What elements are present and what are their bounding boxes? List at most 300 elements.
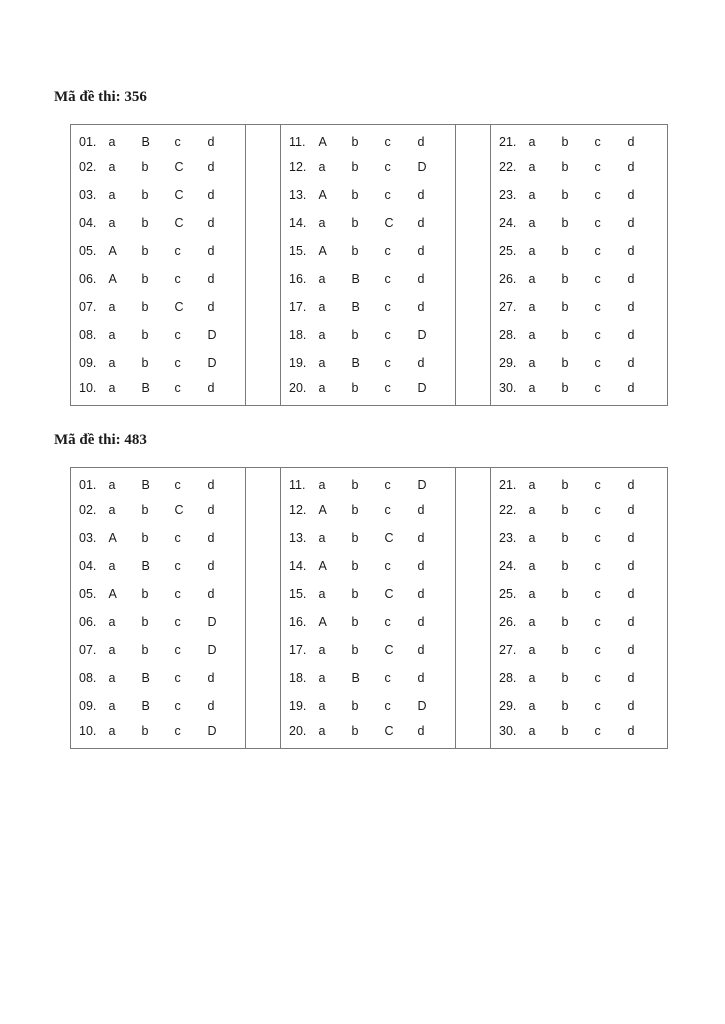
answer-option: a (528, 724, 536, 738)
column-separator (456, 321, 491, 349)
answer-option: d (627, 244, 635, 258)
answer-option: b (351, 160, 359, 174)
answer-option: d (627, 671, 635, 685)
answer-option: b (351, 559, 359, 573)
column-separator (246, 125, 281, 154)
answer-option: c (384, 356, 391, 370)
answer-option: C (384, 724, 394, 738)
column-separator (456, 636, 491, 664)
answer-option: c (594, 724, 601, 738)
question-number: 09. (79, 699, 97, 713)
table-row (71, 349, 668, 377)
answer-option: b (561, 272, 569, 286)
answer-option: d (627, 272, 635, 286)
answer-option: A (318, 244, 327, 258)
answer-option: d (207, 559, 215, 573)
table-row (71, 580, 668, 608)
question-number: 04. (79, 559, 97, 573)
column-separator (246, 293, 281, 321)
answer-option: a (528, 188, 536, 202)
answer-option: a (318, 216, 326, 230)
question-number: 18. (289, 671, 307, 685)
answer-option: b (351, 188, 359, 202)
answer-option: d (417, 559, 425, 573)
answer-option: c (594, 135, 601, 149)
answer-option: a (108, 478, 116, 492)
answer-option: B (141, 135, 150, 149)
answer-option: c (594, 160, 601, 174)
question-number: 23. (499, 531, 517, 545)
answer-option: b (561, 643, 569, 657)
answer-option: c (174, 135, 181, 149)
answer-option: b (141, 356, 149, 370)
answer-option: D (207, 328, 217, 342)
answer-option: A (318, 135, 327, 149)
column-separator (456, 524, 491, 552)
answer-option: D (417, 699, 427, 713)
answer-option: a (318, 478, 326, 492)
answer-option: c (384, 699, 391, 713)
answer-option: A (108, 244, 117, 258)
answer-option: D (207, 356, 217, 370)
column-separator (456, 552, 491, 580)
exam-title: Mã đề thi: 356 (54, 89, 147, 105)
answer-option: b (561, 244, 569, 258)
answer-option: a (108, 300, 116, 314)
answer-option: c (594, 244, 601, 258)
answer-option: c (384, 671, 391, 685)
answer-option: d (417, 615, 425, 629)
question-number: 15. (289, 244, 307, 258)
answer-option: d (627, 531, 635, 545)
question-number: 13. (289, 188, 307, 202)
question-number: 11. (289, 478, 306, 492)
answer-option: c (384, 478, 391, 492)
answer-option: b (561, 356, 569, 370)
answer-option: d (207, 503, 215, 517)
answer-option: b (561, 381, 569, 395)
answer-option: B (141, 478, 150, 492)
answer-option: D (417, 478, 427, 492)
answer-option: c (384, 615, 391, 629)
question-number: 06. (79, 615, 97, 629)
answer-option: a (528, 643, 536, 657)
answer-option: a (528, 356, 536, 370)
question-number: 24. (499, 559, 517, 573)
answer-option: d (627, 356, 635, 370)
column-separator (246, 265, 281, 293)
question-number: 02. (79, 160, 97, 174)
answer-option: A (108, 272, 117, 286)
answer-option: a (528, 587, 536, 601)
column-separator (246, 377, 281, 406)
table-row (71, 468, 668, 497)
answer-option: c (174, 328, 181, 342)
answer-option: b (141, 503, 149, 517)
answer-option: D (207, 724, 217, 738)
question-number: 17. (289, 643, 307, 657)
answer-option: c (174, 244, 181, 258)
question-number: 15. (289, 587, 307, 601)
answer-option: a (528, 244, 536, 258)
question-number: 10. (79, 381, 97, 395)
column-separator (456, 496, 491, 524)
question-number: 20. (289, 381, 307, 395)
column-separator (456, 580, 491, 608)
answer-option: c (384, 188, 391, 202)
answer-option: b (561, 135, 569, 149)
answer-option: b (351, 244, 359, 258)
answer-option: b (561, 531, 569, 545)
answer-option: a (528, 531, 536, 545)
column-separator (246, 496, 281, 524)
table-row (71, 664, 668, 692)
answer-option: c (384, 328, 391, 342)
column-separator (246, 636, 281, 664)
question-number: 14. (289, 559, 307, 573)
question-number: 27. (499, 300, 517, 314)
table-row (71, 692, 668, 720)
answer-option: b (561, 478, 569, 492)
answer-option: B (141, 671, 150, 685)
answer-option: d (207, 671, 215, 685)
question-number: 16. (289, 615, 307, 629)
column-separator (246, 692, 281, 720)
answer-option: b (351, 587, 359, 601)
answer-option: d (417, 356, 425, 370)
answer-option: c (174, 559, 181, 573)
answer-option: b (141, 188, 149, 202)
answer-option: B (141, 381, 150, 395)
answer-option: A (318, 559, 327, 573)
answer-option: c (174, 272, 181, 286)
answer-option: a (108, 615, 116, 629)
question-number: 03. (79, 531, 97, 545)
question-number: 30. (499, 381, 517, 395)
answer-option: c (594, 671, 601, 685)
answer-option: d (627, 381, 635, 395)
question-number: 19. (289, 699, 307, 713)
answer-option: d (627, 503, 635, 517)
answer-option: b (561, 216, 569, 230)
column-separator (246, 349, 281, 377)
answer-option: a (108, 356, 116, 370)
question-number: 20. (289, 724, 307, 738)
answer-option: d (207, 531, 215, 545)
column-separator (456, 664, 491, 692)
column-separator (246, 580, 281, 608)
answer-option: d (417, 188, 425, 202)
column-separator (456, 153, 491, 181)
answer-option: c (384, 300, 391, 314)
answer-option: c (384, 244, 391, 258)
answer-option: b (351, 478, 359, 492)
answer-option: c (594, 503, 601, 517)
question-number: 25. (499, 587, 517, 601)
answer-option: c (594, 216, 601, 230)
question-number: 23. (499, 188, 517, 202)
question-number: 29. (499, 356, 517, 370)
answer-option: b (141, 531, 149, 545)
answer-option: c (174, 531, 181, 545)
answer-option: d (627, 328, 635, 342)
answer-option: c (594, 531, 601, 545)
answer-option: c (174, 587, 181, 601)
answer-option: b (351, 135, 359, 149)
answer-option: d (627, 643, 635, 657)
answer-option: a (318, 671, 326, 685)
column-separator (456, 237, 491, 265)
answer-option: b (351, 328, 359, 342)
answer-option: b (141, 328, 149, 342)
answer-option: B (141, 559, 150, 573)
question-number: 05. (79, 587, 97, 601)
column-separator (456, 125, 491, 154)
question-number: 05. (79, 244, 97, 258)
answer-option: d (417, 244, 425, 258)
answer-option: b (141, 244, 149, 258)
answer-option: d (207, 135, 215, 149)
question-number: 03. (79, 188, 97, 202)
table-row (71, 209, 668, 237)
answer-option: b (561, 699, 569, 713)
table-row (71, 524, 668, 552)
answer-option: b (561, 587, 569, 601)
column-separator (246, 720, 281, 749)
column-separator (246, 153, 281, 181)
question-number: 22. (499, 503, 517, 517)
answer-option: b (351, 643, 359, 657)
answer-option: b (561, 328, 569, 342)
question-number: 12. (289, 503, 307, 517)
answer-option: d (627, 587, 635, 601)
answer-option: b (561, 160, 569, 174)
answer-option: d (207, 699, 215, 713)
answer-key-table (70, 124, 668, 406)
answer-option: d (627, 559, 635, 573)
question-number: 29. (499, 699, 517, 713)
question-number: 14. (289, 216, 307, 230)
answer-option: d (207, 300, 215, 314)
answer-option: c (594, 188, 601, 202)
answer-option: b (141, 615, 149, 629)
answer-option: b (351, 503, 359, 517)
answer-option: a (108, 188, 116, 202)
table-row (71, 153, 668, 181)
column-separator (456, 265, 491, 293)
answer-option: a (318, 724, 326, 738)
answer-option: a (108, 643, 116, 657)
question-number: 24. (499, 216, 517, 230)
answer-option: c (174, 671, 181, 685)
answer-option: d (207, 272, 215, 286)
column-separator (456, 692, 491, 720)
table-row (71, 293, 668, 321)
column-separator (246, 664, 281, 692)
question-number: 08. (79, 328, 97, 342)
answer-option: d (627, 724, 635, 738)
answer-option: a (528, 503, 536, 517)
exam-title: Mã đề thi: 483 (54, 432, 147, 448)
column-separator (246, 552, 281, 580)
answer-option: d (417, 300, 425, 314)
answer-option: c (594, 356, 601, 370)
answer-option: C (174, 300, 184, 314)
answer-option: d (207, 244, 215, 258)
question-number: 09. (79, 356, 97, 370)
answer-option: d (627, 615, 635, 629)
answer-option: d (207, 587, 215, 601)
answer-option: c (594, 300, 601, 314)
question-number: 21. (499, 135, 517, 149)
answer-option: d (207, 160, 215, 174)
answer-option: C (384, 216, 394, 230)
answer-option: c (594, 559, 601, 573)
answer-option: A (108, 531, 117, 545)
answer-option: b (141, 272, 149, 286)
answer-option: b (561, 559, 569, 573)
answer-option: C (174, 216, 184, 230)
table-row (71, 608, 668, 636)
question-number: 07. (79, 300, 97, 314)
question-number: 28. (499, 671, 517, 685)
answer-option: c (174, 356, 181, 370)
answer-option: b (141, 643, 149, 657)
answer-option: C (174, 160, 184, 174)
answer-option: c (174, 724, 181, 738)
answer-option: b (561, 724, 569, 738)
answer-option: d (627, 135, 635, 149)
question-number: 06. (79, 272, 97, 286)
answer-option: b (351, 381, 359, 395)
answer-option: a (318, 300, 326, 314)
answer-option: a (528, 135, 536, 149)
answer-option: c (384, 160, 391, 174)
answer-option: C (384, 531, 394, 545)
answer-option: B (351, 300, 360, 314)
question-number: 11. (289, 135, 306, 149)
answer-option: c (594, 328, 601, 342)
column-separator (246, 237, 281, 265)
answer-option: c (594, 587, 601, 601)
answer-option: a (318, 356, 326, 370)
table-row (71, 552, 668, 580)
answer-option: C (384, 587, 394, 601)
question-number: 30. (499, 724, 517, 738)
answer-option: B (141, 699, 150, 713)
answer-option: d (417, 135, 425, 149)
answer-option: B (351, 671, 360, 685)
question-number: 01. (79, 135, 97, 149)
table-row (71, 237, 668, 265)
answer-option: a (108, 724, 116, 738)
answer-option: a (528, 478, 536, 492)
answer-option: d (417, 643, 425, 657)
answer-option: a (318, 587, 326, 601)
answer-option: a (108, 135, 116, 149)
table-row (71, 636, 668, 664)
table-row (71, 181, 668, 209)
answer-option: c (384, 272, 391, 286)
answer-option: a (528, 160, 536, 174)
column-separator (246, 524, 281, 552)
question-number: 27. (499, 643, 517, 657)
answer-option: A (318, 615, 327, 629)
question-number: 17. (289, 300, 307, 314)
answer-option: B (351, 356, 360, 370)
answer-option: a (108, 216, 116, 230)
answer-option: b (351, 699, 359, 713)
question-number: 10. (79, 724, 97, 738)
answer-option: b (141, 587, 149, 601)
answer-option: D (207, 615, 217, 629)
answer-option: b (351, 615, 359, 629)
answer-option: d (627, 160, 635, 174)
answer-option: d (417, 671, 425, 685)
question-number: 21. (499, 478, 517, 492)
answer-option: a (528, 328, 536, 342)
answer-option: a (528, 216, 536, 230)
answer-option: d (417, 531, 425, 545)
question-number: 26. (499, 615, 517, 629)
answer-option: d (207, 381, 215, 395)
question-number: 07. (79, 643, 97, 657)
answer-option: a (318, 328, 326, 342)
question-number: 04. (79, 216, 97, 230)
column-separator (456, 468, 491, 497)
answer-option: b (351, 216, 359, 230)
answer-option: a (318, 272, 326, 286)
question-number: 25. (499, 244, 517, 258)
answer-option: A (318, 503, 327, 517)
answer-option: d (417, 503, 425, 517)
column-separator (456, 377, 491, 406)
question-number: 19. (289, 356, 307, 370)
answer-option: a (318, 160, 326, 174)
answer-option: a (318, 531, 326, 545)
answer-option: a (528, 300, 536, 314)
answer-option: b (561, 615, 569, 629)
table-row (71, 125, 668, 154)
column-separator (246, 608, 281, 636)
column-separator (456, 608, 491, 636)
column-separator (456, 293, 491, 321)
answer-option: c (594, 699, 601, 713)
answer-option: d (417, 272, 425, 286)
answer-option: d (207, 188, 215, 202)
answer-option: c (384, 503, 391, 517)
question-number: 01. (79, 478, 97, 492)
table-row (71, 321, 668, 349)
answer-option: a (108, 671, 116, 685)
answer-option: b (561, 300, 569, 314)
answer-option: D (417, 328, 427, 342)
answer-option: C (174, 503, 184, 517)
question-number: 28. (499, 328, 517, 342)
answer-option: D (417, 381, 427, 395)
answer-option: B (351, 272, 360, 286)
question-number: 18. (289, 328, 307, 342)
question-number: 22. (499, 160, 517, 174)
answer-option: c (384, 559, 391, 573)
answer-option: d (627, 300, 635, 314)
table-row (71, 377, 668, 406)
answer-option: C (384, 643, 394, 657)
answer-option: c (174, 381, 181, 395)
question-number: 13. (289, 531, 307, 545)
answer-option: a (528, 559, 536, 573)
answer-option: c (174, 699, 181, 713)
